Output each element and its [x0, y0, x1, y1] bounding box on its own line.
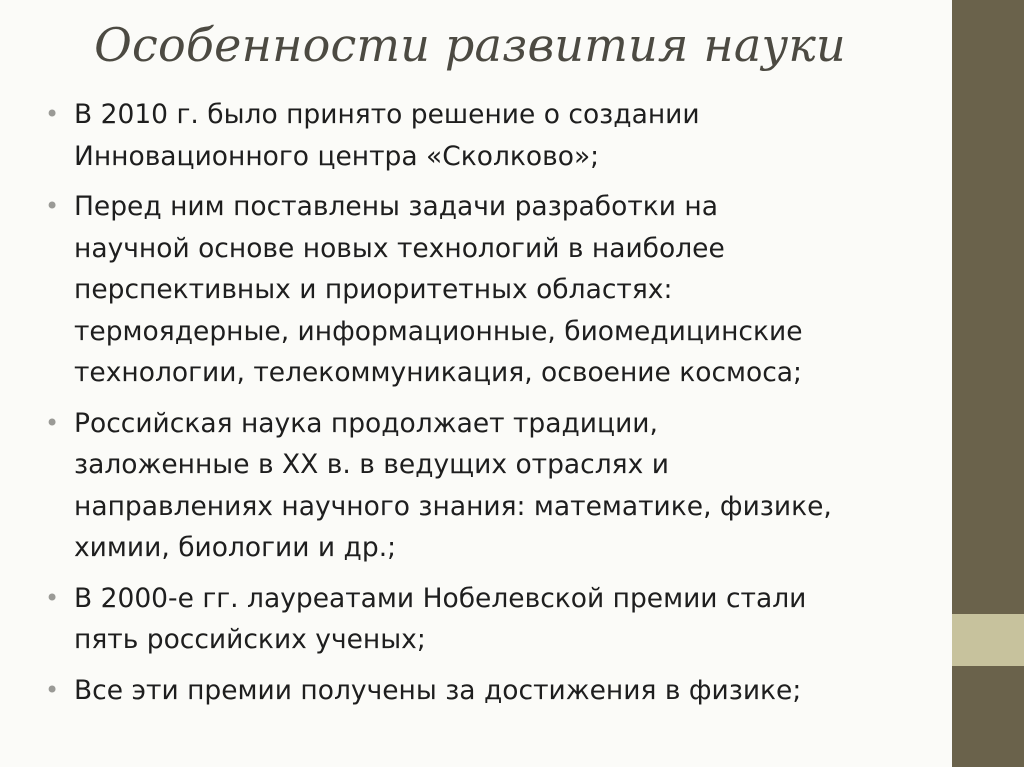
bullet-item: [45, 186, 935, 394]
bullet-dot-icon: •: [45, 100, 60, 128]
bullet-text-line: Инновационного центра «Сколково»;: [74, 140, 600, 172]
bullet-dot-icon: •: [45, 192, 60, 220]
bullet-text-line: пять российских ученых;: [74, 624, 426, 655]
bullet-text-line: Все эти премии получены за достижения в физике;: [74, 674, 802, 706]
bullet-item: [45, 403, 935, 569]
bullet-text-line: заложенные в XX в. в ведущих отраслях и: [74, 449, 669, 480]
bullet-text-line: научной основе новых технологий в наиболее: [74, 232, 725, 264]
bullet-text-line: В 2010 г. было принято решение о создании: [74, 99, 700, 130]
bullet-text-line: Российская наука продолжает традиции,: [74, 407, 658, 439]
bullet-dot-icon: •: [45, 675, 60, 704]
bullet-item: [45, 94, 935, 177]
bullet-dot-icon: •: [45, 408, 60, 437]
bullet-text-line: Перед ним поставлены задачи разработки на: [74, 191, 718, 222]
bullet-dot-icon: •: [45, 583, 60, 612]
bullet-list: [45, 94, 935, 720]
bullet-text-line: технологии, телекоммуникация, освоение космоса;: [74, 357, 802, 388]
bullet-text-line: термоядерные, информационные, биомедицинские: [74, 315, 803, 347]
bullet-item: [45, 578, 935, 661]
bullet-item: [45, 670, 935, 712]
bullet-text-line: химии, биологии и др.;: [74, 532, 397, 563]
decorative-sidebar-accent: [952, 614, 1024, 666]
bullet-text-line: перспективных и приоритетных областях:: [74, 274, 673, 305]
bullet-text-line: В 2000-е гг. лауреатами Нобелевской премии стали: [74, 582, 807, 614]
slide-title: Особенности развития науки: [94, 18, 846, 72]
bullet-text-line: направлениях научного знания: математике, физике,: [74, 490, 832, 522]
